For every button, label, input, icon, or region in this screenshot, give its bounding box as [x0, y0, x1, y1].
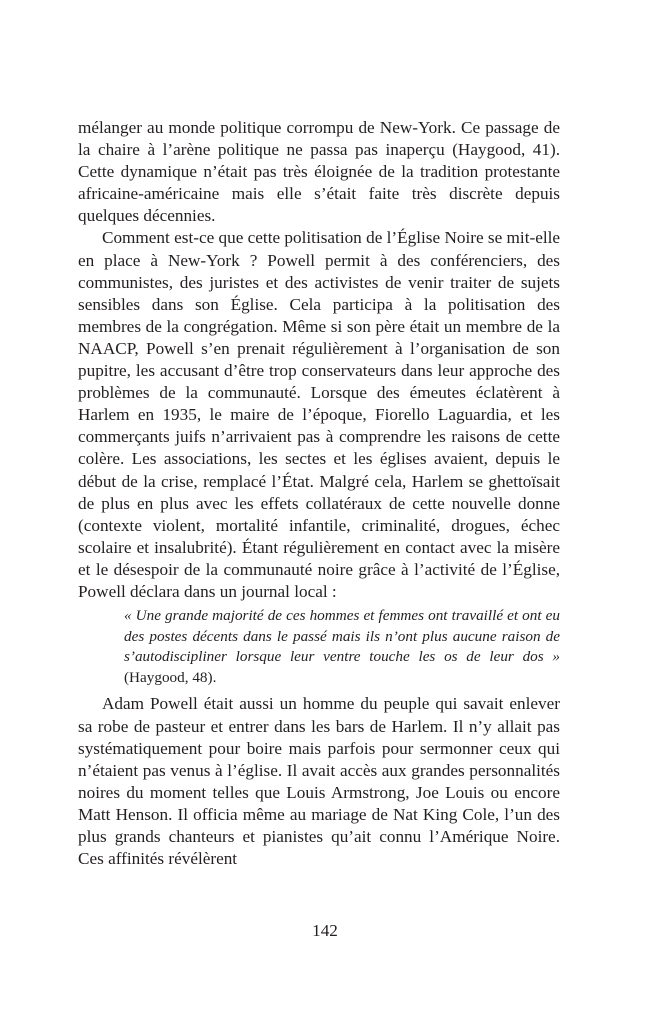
body-paragraph: mélanger au monde politique corrompu de New-York. Ce passage de la chaire à l’arène politique ne passa pas inaperçu (Haygood, 41). Cette dynamique n’était pas très éloignée de la tradition protestante africaine-américaine mais elle s’était faite très discrète depuis quelques décennies. [78, 118, 560, 226]
block-quote [124, 606, 560, 688]
quote-citation: (Haygood, 48). [124, 668, 217, 686]
quote-text: « Une grande majorité de ces hommes et femmes ont travaillé et ont eu des postes décents dans le passé mais ils n’ont plus aucune raison de s’autodiscipliner lorsque leur ventre touche les os de leur dos » [124, 607, 560, 666]
page-body [78, 117, 560, 870]
body-paragraph: Adam Powell était aussi un homme du peuple qui savait enlever sa robe de pasteur et entrer dans les bars de Harlem. Il n’y allait pas systématiquement pour boire mais parfois pour sermonner ceux qui n’étaient pas venus à l’église. Il avait accès aux grandes personnalités noires du moment telles que Louis Armstrong, Joe Louis ou encore Matt Henson. Il officia même au mariage de Nat King Cole, l’un des plus grands chanteurs et pianistes qu’ait connu l’Amérique Noire. Ces affinités révélèrent [78, 694, 560, 869]
page-number: 142 [312, 921, 338, 940]
body-paragraph: Comment est-ce que cette politisation de l’Église Noire se mit-elle en place à New-York ? Powell permit à des conférenciers, des communistes, des juristes et des activistes de venir traiter de sujets sensibles dans son Église. Cela participa à la politisation des membres de la congrégation. Même si son père était un membre de la NAACP, Powell s’en prenait régulièrement à l’organisation de son pupitre, les accusant d’être trop conservateurs dans leur approche des problèmes de la communauté. Lorsque des émeutes éclatèrent à Harlem en 1935, le maire de l’époque, Fiorello Laguardia, et les commerçants juifs n’arrivaient pas à comprendre les raisons de cette colère. Les associations, les sectes et les églises avaient, depuis le début de la crise, remplacé l’État. Malgré cela, Harlem se ghettoïsait de plus en plus avec les effets collatéraux de cette nouvelle donne (contexte violent, mortalité infantile, criminalité, drogues, échec scolaire et insalubrité). Étant régulièrement en contact avec la misère et le désespoir de la communauté noire grâce à l’activité de l’Église, Powell déclara dans un journal local : [78, 228, 560, 601]
